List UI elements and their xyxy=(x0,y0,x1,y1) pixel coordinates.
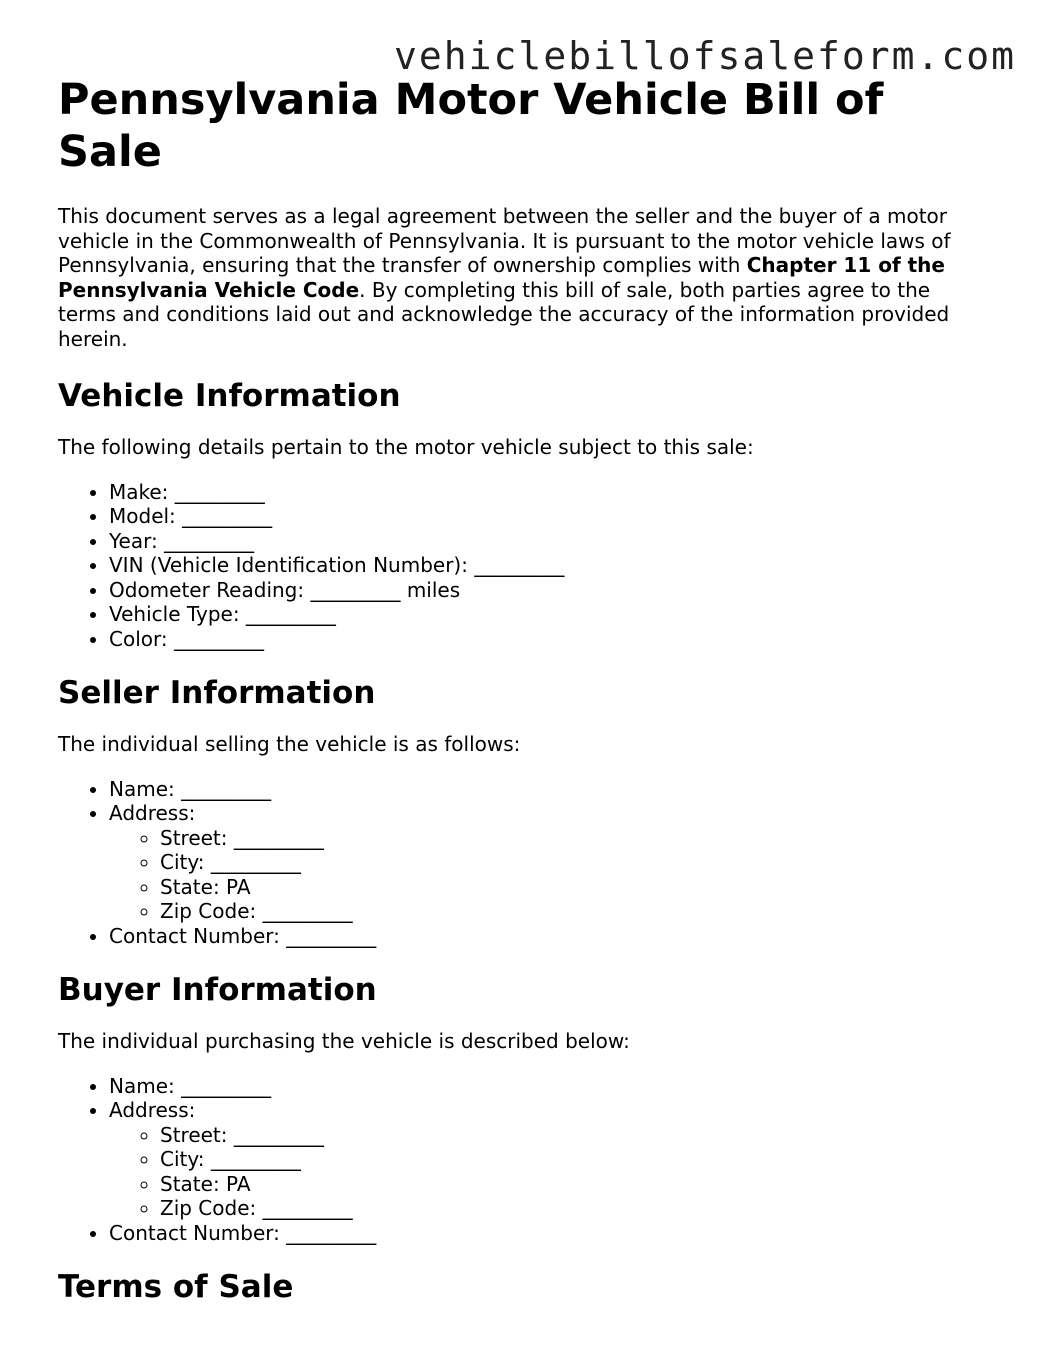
seller-address-item xyxy=(109,801,978,924)
vehicle-year-field: • Year: _________ xyxy=(109,529,978,554)
seller-info-lead: The individual selling the vehicle is as follows: xyxy=(58,732,521,756)
intro-paragraph xyxy=(58,204,978,351)
seller-address-label: Address: xyxy=(109,801,196,825)
vehicle-odometer-field: • Odometer Reading: _________ miles xyxy=(109,578,978,603)
intro-text-2: . By completing this bill of sale, both parties agree to the terms and conditions laid out and acknowledge the accuracy of the information provided herein. xyxy=(58,277,950,351)
buyer-info-lead: The individual purchasing the vehicle is described below: xyxy=(58,1029,630,1053)
seller-state-field: ◦ State: PA xyxy=(160,875,978,900)
vehicle-type-field: • Vehicle Type: _________ xyxy=(109,602,978,627)
buyer-street-field: ◦ Street: _________ xyxy=(160,1123,978,1148)
terms-of-sale-heading: Terms of Sale xyxy=(58,1269,294,1305)
buyer-info-heading: Buyer Information xyxy=(58,972,377,1008)
buyer-address-label: Address: xyxy=(109,1098,196,1122)
seller-zip-field: ◦ Zip Code: _________ xyxy=(160,899,978,924)
buyer-name-field: • Name: _________ xyxy=(109,1074,978,1099)
vehicle-info-heading: Vehicle Information xyxy=(58,378,401,414)
vehicle-vin-field: • VIN (Vehicle Identification Number): _________ xyxy=(109,553,978,578)
document-body xyxy=(58,74,978,1306)
buyer-zip-field: ◦ Zip Code: _________ xyxy=(160,1196,978,1221)
seller-name-field: • Name: _________ xyxy=(109,777,978,802)
buyer-address-item xyxy=(109,1098,978,1221)
vehicle-model-field: • Model: _________ xyxy=(109,504,978,529)
seller-info-heading: Seller Information xyxy=(58,675,376,711)
buyer-city-field: ◦ City: _________ xyxy=(160,1147,978,1172)
buyer-address-sublist xyxy=(109,1123,978,1221)
intro-bold-citation: Chapter 11 of the Pennsylvania Vehicle Code xyxy=(58,253,945,302)
seller-city-field: ◦ City: _________ xyxy=(160,850,978,875)
seller-street-field: ◦ Street: _________ xyxy=(160,826,978,851)
vehicle-info-lead: The following details pertain to the motor vehicle subject to this sale: xyxy=(58,435,754,459)
seller-address-sublist xyxy=(109,826,978,924)
buyer-contact-field: • Contact Number: _________ xyxy=(109,1221,978,1246)
vehicle-make-field: • Make: _________ xyxy=(109,480,978,505)
vehicle-color-field: • Color: _________ xyxy=(109,627,978,652)
buyer-fields-list xyxy=(58,1074,978,1246)
intro-text-1: This document serves as a legal agreement between the seller and the buyer of a motor vehicle in the Commonwealth of Pennsylvania. It is pursuant to the motor vehicle laws of Pennsylvania, ensuring that the transfer of ownership complies with xyxy=(58,204,951,277)
page-title: Pennsylvania Motor Vehicle Bill of Sale xyxy=(58,75,884,177)
seller-fields-list xyxy=(58,777,978,949)
buyer-state-field: ◦ State: PA xyxy=(160,1172,978,1197)
seller-contact-field: • Contact Number: _________ xyxy=(109,924,978,949)
site-watermark: vehiclebillofsaleform.com xyxy=(394,34,1016,78)
vehicle-fields-list xyxy=(58,480,978,652)
